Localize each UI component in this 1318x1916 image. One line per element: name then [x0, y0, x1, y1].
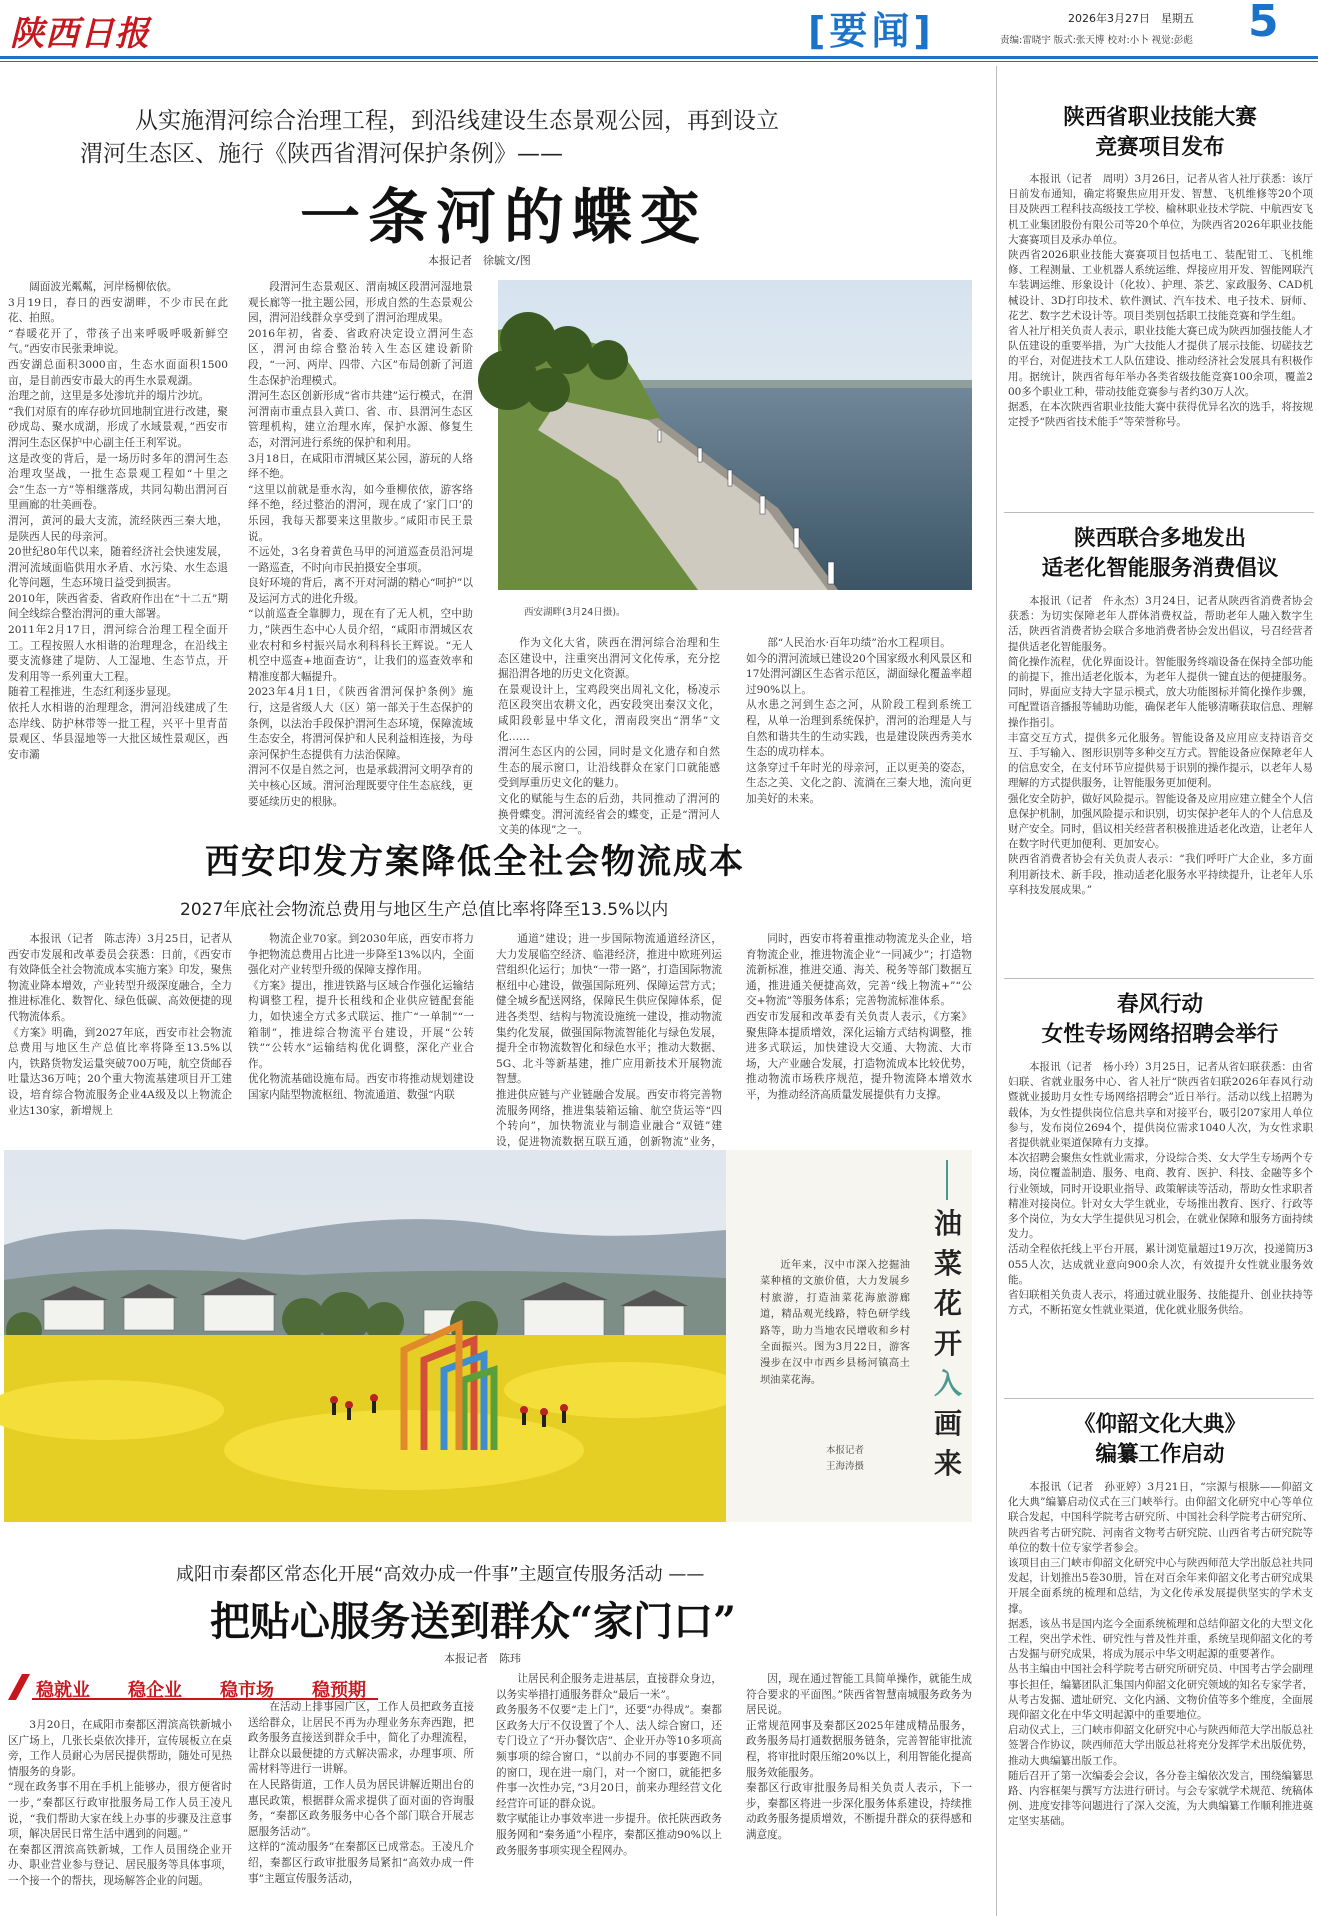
- tag-stable-expectation: 稳预期: [312, 1680, 366, 1701]
- doorstep-column-1: [8, 1718, 232, 1914]
- right-a1-title-line1: 陕西省职业技能大赛: [1063, 105, 1257, 130]
- right-a2-title-line2: 适老化智能服务消费倡议: [1041, 556, 1279, 581]
- rapeseed-caption-text: 近年来，汉中市深入挖掘油菜种植的文旅价值，大力发展乡村旅游，打造油菜花海旅游廊道，精品观光线路，特色研学线路等，助力当地农民增收和乡村全面振兴。图为3月22日，游客漫步在汉中市西乡县杨河镇高土坝油菜花海。: [760, 1260, 910, 1386]
- vertical-title-char: 入: [933, 1367, 962, 1400]
- article-paragraphs: 物流企业70家。到2030年底，西安市将力争把物流总费用占比进一步降至13%以内，全面强化对产业转型升级的保障支撑作用。 《方案》提出，推进铁路与区域合作强化运输结构调整工程，提升长租线和企业供应链配套能力，如快速全方式多式联运、推广“一单制”“一箱制”，推进综合物流平台建设，开展“公转铁”“公转水”运输结构优化调整，深化产业合作。 优化物流基础设施布局。西安市将推动规划建设国家内陆型物流枢纽、物流通道、数强“内联: [248, 933, 474, 1101]
- vertical-title-char: 画: [933, 1407, 962, 1440]
- right-a4-body: [1008, 1480, 1313, 1912]
- lead-column-1: [8, 280, 228, 810]
- logistics-column-4: [746, 932, 972, 1112]
- logistics-column-3: [496, 932, 722, 1148]
- vertical-title-char: 花: [933, 1287, 962, 1320]
- vertical-title-char: 开: [933, 1327, 962, 1360]
- lead-column-4: [746, 636, 972, 811]
- right-a1-title-line2: 竞赛项目发布: [1095, 135, 1225, 160]
- issue-date: 2026年3月27日 星期五: [1068, 12, 1194, 25]
- editor-credits: 责编:雷晓宇 版式:张天博 校对:小卜 视觉:彭彪: [1000, 35, 1193, 46]
- lead-photo-river: [498, 280, 972, 590]
- article-paragraphs: 本报讯（记者 杨小玲）3月25日，记者从省妇联获悉：由省妇联、省就业服务中心、省人社厅“陕西省妇联2026年春风行动暨就业援助月女性专场网络招聘会”近日举行。活动以线上招聘为载体，为女性提供岗位信息共享和对接平台，吸引207家用人单位参与，发布岗位2694个，提供岗位需求1040人次，为女性求职者提供就业渠道保障有力支撑。 本次招聘会聚焦女性就业需求，分设综合类、女大学生专场两个专场，岗位覆盖制造、服务、电商、教育、医护、科技、金融等多个行业领域，同时开设职业指导、政策解读等活动，帮助女性求职者精准对接岗位。针对女大学生就业，专场推出教育、医疗、行政等多个岗位，为女大学生提供见习机会，在就业保障和服务方面持续发力。 活动全程依托线上平台开展，累计浏览量超过19万次，投递简历3055人次，达成就业意向900余人次，有效提升女性就业服务效能。 省妇联相关负责人表示，将通过就业服务、技能提升、创业扶持等方式，不断拓宽女性就业渠道，优化就业服务供给。: [1008, 1061, 1313, 1317]
- right-a4-title-line2: 编纂工作启动: [1095, 1442, 1225, 1467]
- section-label: [要闻]: [808, 9, 935, 53]
- newspaper-logo: 陕西日报: [10, 14, 150, 54]
- lead-column-2: [248, 280, 473, 810]
- lead-kicker-line2: 渭河生态区、施行《陕西省渭河保护条例》——: [80, 141, 563, 167]
- logistics-column-1: [8, 932, 232, 1117]
- lead-byline: 本报记者 徐毓文/图: [428, 254, 531, 267]
- vertical-title-char: 油: [933, 1207, 962, 1240]
- rapeseed-field-illustration: [4, 1150, 726, 1522]
- article-paragraphs: 阔面波光粼粼，河岸杨柳依依。 3月19日，春日的西安湖畔，不少市民在此花、拍照。 “春暖花开了，带孩子出来呼吸呼吸新鲜空气。”西安市民张秉坤说。 西安湖总面积3000亩，生态水面面积1500亩，是目前西安市最大的再生水景观湖。 治理之前，这里是多处渗坑并的塌片沙坑。 “我们对原有的库存砂坑回地制宜进行改建，聚砂成岛、聚水成湖，形成了水域景观，”西安市渭河生态区保护中心副主任王利军说。 这是改变的背后，是一场历时多年的渭河生态治理攻坚战，一批生态景观工程如“十里之会”生态一方”等相继落成，共同勾勒出渭河百里画廊的壮美画卷。 渭河，黄河的最大支流，流经陕西三秦大地，是陕西人民的母亲河。 20世纪80年代以来，随着经济社会快速发展，渭河流域面临供用水矛盾、水污染、水生态退化等问题，生态环境日益受到损害。 2010年，陕西省委、省政府作出在“十二五”期间全线综合整治渭河的重大部署。 2011年2月17日，渭河综合治理工程全面开工。工程按照人水相谐的治理理念，在沿线主要支流修建了堤防、人工湿地、生态节点，开发利用等一系列重大工程。 随着工程推进，生态红利逐步显现。 依托人水相谐的治理理念，渭河沿线建成了生态岸线、防护林带等一批工程，兴平十里青苗景观区、华县湿地等一大批区域性景观区，西安市灞: [8, 281, 228, 761]
- article-paragraphs: 段渭河生态景观区、渭南城区段渭河湿地景观长廊等一批主题公园，形成自然的生态景观公园，渭河沿线群众享受到了渭河治理成果。 2016年初，省委、省政府决定设立渭河生态区，渭河由综合整治转入生态区建设新阶段，“一河、两岸、四带、六区”布局创新了河道生态保护治理模式。 渭河生态区创新形成“省市共建”运行模式，在渭河渭南市重点县入黄口、省、市、县渭河生态区管理机构，建立治理水库，保护水源、修复生态，对渭河进行系统的保护和利用。 3月18日，在咸阳市渭城区某公园，游玩的人络绎不绝。 “这里以前就是垂水沟，如今垂柳依依，游客络绎不绝，经过整治的渭河，现在成了‘家门口’的乐园，我每天都要来这里散步。”咸阳市民王景说。 不远处，3名身着黄色马甲的河道巡查员沿河堤一路巡查，不时向市民拍摄安全事项。 良好环境的背后，离不开对河湖的精心“呵护”以及运河方式的进化升级。 “以前巡查全靠脚力，现在有了无人机，空中助力，”陕西生态中心人员介绍，“咸阳市渭城区农业农村和乡村振兴局水利科科长王辉说。“无人机空中巡查+地面查访”，让我们的巡查效率和精准度都大幅提升。 2023年4月1日，《陕西省渭河保护条例》施行，这是省级人大（区）第一部关于生态保护的条例，以法治手段保护渭河生态环境，保障流域生态安全，将渭河保护和人民利益相连接，为母亲河保护生态提供有力法治保障。 渭河不仅是自然之河，也是承载渭河文明孕育的关中核心区域。渭河治理既要守住生态底线，更要延续历史的根脉。: [248, 281, 473, 808]
- right-a2-title-line1: 陕西联合多地发出: [1073, 526, 1246, 551]
- right-a2-body: [1008, 594, 1313, 966]
- doorstep-column-4: [746, 1672, 972, 1914]
- vertical-title-chars: [930, 1204, 966, 1484]
- article-paragraphs: 本报讯（记者 孙亚婷）3月21日，“宗源与根脉——仰韶文化大典”编纂启动仪式在三门峡举行。由仰韶文化研究中心等单位联合发起，中国科学院考古研究所、中国社会科学院考古研究所、陕西省考古研究院、河南省文物考古研究院、山西省考古研究院等单位的数十位专家学者参会。 该项目由三门峡市仰韶文化研究中心与陕西师范大学出版总社共同发起，计划推出5卷30册，旨在对百余年来仰韶文化考古研究成果开展全面系统的梳理和总结，为文化传承发展提供坚实的学术支撑。 据悉，该丛书是国内迄今全面系统梳理和总结仰韶文化的大型文化工程，突出学术性、研究性与普及性并重，系统呈现仰韶文化的考古发掘与研究成果，将成为展示中华文明起源的重要著作。 丛书主编由中国社会科学院考古研究所研究员、中国考古学会副理事长担任，编纂团队汇集国内仰韶文化研究领域的知名专家学者，从考古发掘、遗址研究、文化内涵、文物价值等多个维度，全面展现仰韶文化在中华文明起源中的重要地位。 启动仪式上，三门峡市仰韶文化研究中心与陕西师范大学出版总社签署合作协议，陕西师范大学出版总社将充分发挥学术出版优势，推动大典编纂出版工作。 随后召开了第一次编委会会议，各分卷主编依次发言，围绕编纂思路、内容框架与撰写方法进行研讨。与会专家就学术规范、统稿体例、进度安排等问题进行了深入交流，为大典编纂工作顺利推进奠定坚实基础。: [1008, 1481, 1313, 1828]
- lead-column-3: [498, 636, 720, 837]
- right-separator-1: [1004, 512, 1314, 513]
- right-a1-body: [1008, 172, 1313, 500]
- article-paragraphs: 3月20日，在咸阳市秦都区渭滨高铁新城小区广场上，几张长桌依次排开，宣传展板立在桌旁，工作人员耐心为居民提供帮助，随处可见热情服务的身影。 “现在政务事不用在手机上能够办，很方便省时一步，”秦都区行政审批服务局工作人员王凌凡说，“我们帮助大家在线上办事的步骤及注意事项，解决居民日常生活中遇到的问题。” 在秦都区渭滨高铁新城，工作人员围绕企业开办、职业营业参与登记、居民服务等具体事项，一个接一个的帮扶，现场解答企业的问题。: [8, 1719, 232, 1887]
- logistics-subtitle: 2027年底社会物流总费用与地区生产总值比率将降至13.5%以内: [180, 900, 669, 920]
- tag-stable-employment: 稳就业: [36, 1680, 90, 1701]
- doorstep-kicker: 咸阳市秦都区常态化开展“高效办成一件事”主题宣传服务活动 ——: [176, 1564, 705, 1585]
- logistics-column-2: [248, 932, 474, 1112]
- header-rule-thin: [0, 61, 1318, 62]
- article-paragraphs: 本报讯（记者 陈志涛）3月25日，记者从西安市发展和改革委员会获悉：日前，《西安市有效降低全社会物流成本实施方案》印发，聚焦物流业降本增效，产业转型升级深度融合，全力推进标准化、数智化、绿色低碳、高效便捷的现代物流体系。 《方案》明确，到2027年底，西安市社会物流总费用与地区生产总值比率将降至13.5%以内，铁路货物发运量突破700万吨，航空货邮吞吐量达36万吨；20个重大物流基建项目开工建设，培育综合物流服务企业4A级及以上物流企业达130家，新增规上: [8, 933, 232, 1117]
- article-paragraphs: 因，现在通过智能工具简单操作，就能生成符合要求的平面图。”陕西省智慧南城服务政务为居民说。 正常规范网事及秦都区2025年建成精品服务，政务服务局打通数据服务链条，完善智能审批流程，将审批时限压缩20%以上，利用智能化提高服务效能服务。 秦都区行政审批服务局相关负责人表示，下一步，秦都区将进一步深化服务体系建设，持续推动政务服务提质增效，不断提升群众的获得感和满意度。: [746, 1673, 972, 1841]
- tag-stable-market: 稳市场: [220, 1680, 274, 1701]
- vertical-title-char: 菜: [933, 1247, 962, 1280]
- doorstep-byline: 本报记者 陈玮: [444, 1652, 521, 1665]
- logistics-title: 西安印发方案降低全社会物流成本: [205, 842, 745, 882]
- rapeseed-photo: [4, 1150, 726, 1522]
- article-paragraphs: 在活动上排事园广区，工作人员把政务直接送给群众，让居民不再为办理业务东奔西跑，把政务服务直接送到群众手中，简化了办理流程，让群众以最便捷的方式解决需求，办理事项、所需材料等进行一讲解。 在人民路街道，工作人员为居民讲解近期出台的惠民政策，根据群众需求提供了面对面的咨询服务，“秦都区政务服务中心各个部门联合开展志愿服务活动”。 这样的“流动服务”在秦都区已成常态。王凌凡介绍，秦都区行政审批服务局紧扣“高效办成一件事”主题宣传服务活动，: [248, 1701, 474, 1885]
- doorstep-title: 把贴心服务送到群众“家门口”: [210, 1598, 737, 1645]
- article-paragraphs: 通道”建设；进一步国际物流通道经济区，大力发展临空经济、临港经济，推进中欧班列运营组织化运行；加快“一带一路”，打造国际物流枢纽中心建设，做强国际班列、保障运营方式；健全城乡配送网络，保障民生供应保障体系，促进各类型、结构与物流设施统一建设，推动物流集约化发展，做强国际物流智能化与绿色发展，提升全市物流数智化和绿色水平；推动大数据、5G、北斗等新基建，推广应用新技术开展物流智慧。 推进供应链与产业链融合发展。西安市将完善物流服务网络，推进集装箱运输、航空货运等“四个转向”，加快物流业与制造业融合“双链”建设，促进物流数据互联互通，创新物流”业务，: [496, 933, 722, 1148]
- article-paragraphs: 本报讯（记者 周明）3月26日，记者从省人社厅获悉：该厅日前发布通知，确定将聚焦应用开发、智慧、飞机维修等20个项目及陕西工程科技高级技工学校、榆林职业技术学院、中航西安飞机工业集团股份有限公司等20个单位，为陕西省2026年职业技能大赛赛项目及承办单位。 陕西省2026职业技能大赛赛项目包括电工、装配钳工、飞机维修、工程测量、工业机器人系统运维、焊接应用开发、智能网联汽车装调运维、形象设计（化妆）、护理、茶艺、家政服务、CAD机械设计、3D打印技术、软件测试、汽车技术、电子技术、厨师、花艺、数字艺术设计等。项目类别包括职工技能竞赛和学生组。 省人社厅相关负责人表示，职业技能大赛已成为陕西加强技能人才队伍建设的重要举措，为广大技能人才提供了展示技能、切磋技艺的平台，对促进技术工人队伍建设、推动经济社会发展具有积极作用。据统计，陕西省每年举办各类省级技能竞赛100余项，覆盖200多个职业工种，带动技能竞赛参与者约30万人次。 据悉，在本次陕西省职业技能大赛中获得优异名次的选手，将按规定授予“陕西省技术能手”等荣誉称号。: [1008, 173, 1313, 429]
- rapeseed-credit-line2: 王海涛摄: [826, 1461, 865, 1472]
- lead-title: 一条河的蝶变: [300, 183, 708, 253]
- title-rule-top: [946, 1160, 948, 1200]
- right-a3-title-line1: 春风行动: [1116, 992, 1203, 1017]
- page-number: 5: [1248, 0, 1279, 47]
- right-a3-body: [1008, 1060, 1313, 1388]
- article-paragraphs: 本报讯（记者 仵永杰）3月24日，记者从陕西省消费者协会获悉：为切实保障老年人群体消费权益，帮助老年人融入数字生活，陕西省消费者协会联合多地消费者协会发出倡议，号召经营者提供适老化智能服务。 简化操作流程，优化界面设计。智能服务终端设备在保持全部功能的前提下，推出适老化版本，为老年人提供一键直达的便捷服务。同时，界面应支持大字显示模式，放大功能图标并简化操作步骤，可配置语音播报等辅助功能，确保老年人能够清晰获取信息、理解操作指引。 丰富交互方式，提供多元化服务。智能设备及应用应支持语音交互、手写输入、图形识别等多种交互方式。智能设备应保障老年人的信息安全，在支付环节应提供易于识别的操作提示，以老年人易理解的方式提供服务，让智能服务更加便利。 强化安全防护，做好风险提示。智能设备及应用应建立健全个人信息保护机制，加强风险提示和识别，切实保护老年人的个人信息及财产安全。同时，倡议相关经营者积极推进适老化改造，让老年人在数字时代更加便利、更加安心。 陕西省消费者协会有关负责人表示：“我们呼吁广大企业，多方面利用新技术、新手段，推动适老化服务水平持续提升，让老年人乐享科技发展成果。”: [1008, 595, 1313, 896]
- article-paragraphs: 让居民利企服务走进基层，直接群众身边，以务实举措打通服务群众“最后一米”。 政务服务不仅要“走上门”，还要“办得成”。秦都区政务大厅不仅设置了个人、法人综合窗口，还专门设立了“开办餐饮店”、企业开办等10多项高频事项的综合窗口，“以前办不同的事要跑不同的窗口，现在进一扇门，对一个窗口，就能把多件事一次性办完，”3月20日，前来办理经营文化经营许可证的群众说。 数字赋能让办事效率进一步提升。依托陕西政务服务网和“秦务通”小程序，秦都区推动90%以上政务服务事项实现全程网办。: [496, 1673, 722, 1857]
- doorstep-column-3: [496, 1672, 722, 1914]
- tag-stable-enterprise: 稳企业: [128, 1680, 182, 1701]
- right-separator-3: [1004, 1398, 1314, 1399]
- masthead: [0, 0, 1318, 62]
- article-paragraphs: 同时，西安市将着重推动物流龙头企业，培育物流企业，推进物流企业“一同减少”；打造物流新标准，推进交通、海关、税务等部门数据互通，推进通关便捷高效，完善“线上物流+”“公交+物流”等服务体系；完善物流标准体系。 西安市发展和改革委有关负责人表示，《方案》聚焦降本提质增效，深化运输方式结构调整，推进多式联运，加快建设大交通、大物流、大市场，大产业融合发展，打造物流成本比较优势，推动物流市场秩序规范，提升物流降本增效水平，为推动经济高质量发展提供有力支撑。: [746, 933, 972, 1101]
- doorstep-column-2: [248, 1700, 474, 1914]
- rapeseed-credit-line1: 本报记者: [826, 1445, 865, 1456]
- article-paragraphs: 部“人民治水·百年功绩”治水工程项目。 如今的渭河流域已建设20个国家级水利风景区和17处渭河湖区生态省示范区，湖面绿化覆盖率超过90%以上。 从水患之河到生态之河，从阶段工程到系统工程，从单一治理到系统保护，渭河的治理是人与自然和谐共生的生动实践，也是建设陕西秀美水生态的成功样本。 这条穿过千年时光的母亲河，正以更美的姿态，生态之美、文化之韵、流淌在三秦大地，流向更加美好的未来。: [746, 637, 972, 805]
- right-a4-title-line1: 《仰韶文化大典》: [1073, 1412, 1246, 1437]
- river-park-illustration: [498, 280, 972, 590]
- lead-kicker-line1: 从实施渭河综合治理工程，到沿线建设生态景观公园，再到设立: [135, 108, 779, 134]
- right-a3-title-line2: 女性专场网络招聘会举行: [1041, 1022, 1279, 1047]
- policy-tag-bar: [8, 1674, 378, 1700]
- vertical-title-char: 来: [933, 1447, 962, 1480]
- lead-photo-caption: 西安湖畔(3月24日摄)。: [524, 607, 626, 618]
- rapeseed-caption: [760, 1258, 910, 1436]
- column-divider: [996, 66, 997, 1916]
- article-paragraphs: 作为文化大省，陕西在渭河综合治理和生态区建设中，注重突出渭河文化传承，充分挖掘沿渭各地的历史文化资源。 在景观设计上，宝鸡段突出周礼文化，杨凌示范区段突出农耕文化，西安段突出秦汉文化，咸阳段彰显中华文化，渭南段突出“渭华”文化…… 渭河生态区内的公园，同时是文化遗存和自然生态的展示窗口，让沿线群众在家门口就能感受到厚重历史文化的魅力。 文化的赋能与生态的后劲，共同推动了渭河的换骨蝶变。渭河流经省会的蝶变，正是“渭河人文美的体现”之一。: [498, 637, 720, 837]
- right-separator-2: [1004, 978, 1314, 979]
- header-rule: [0, 56, 1318, 59]
